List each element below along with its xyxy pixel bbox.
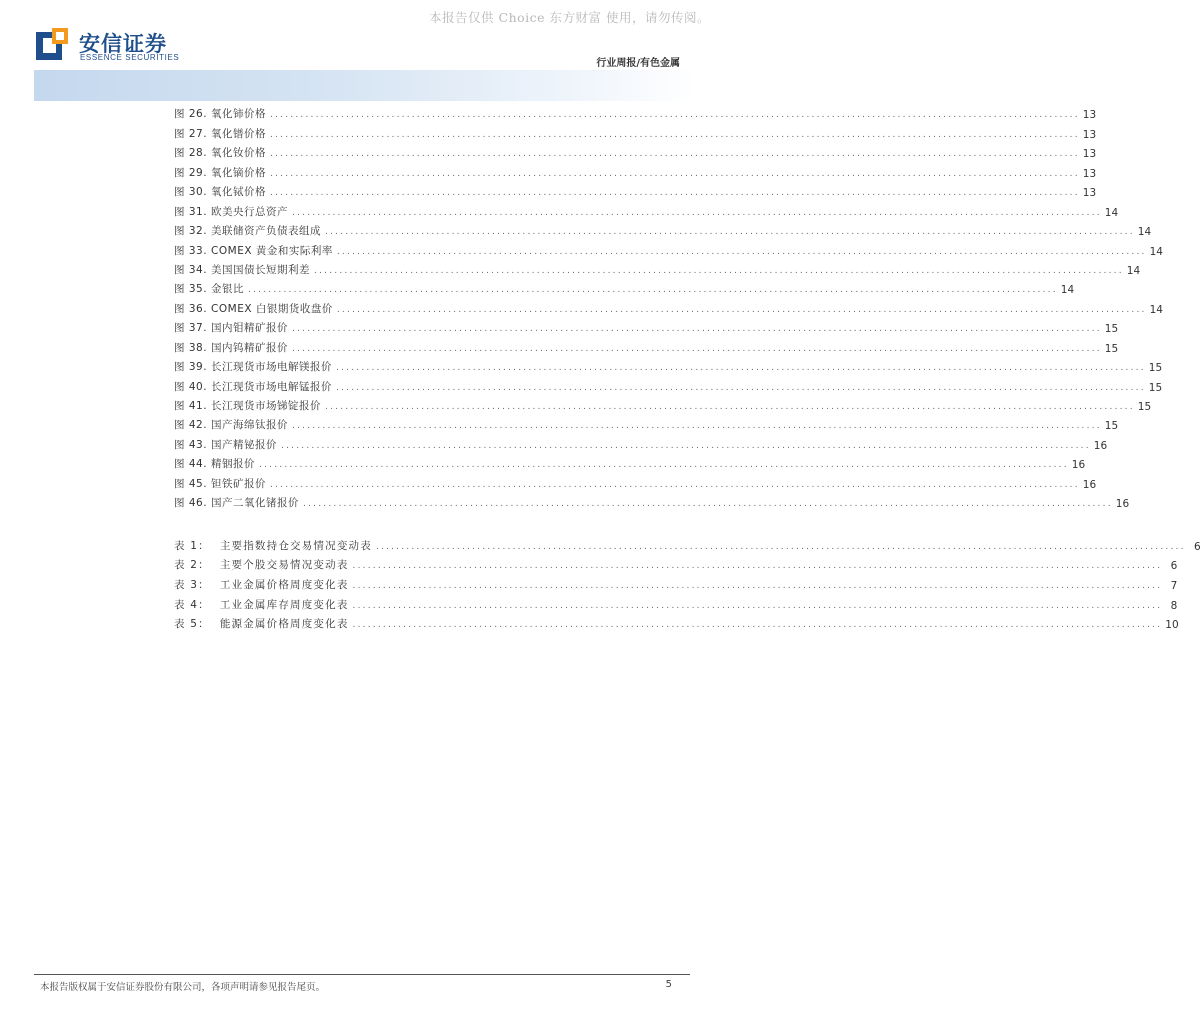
toc-entry[interactable] <box>174 355 1163 375</box>
toc-entry-title: 美联储资产负债表组成 <box>211 225 322 238</box>
toc-entry[interactable] <box>174 180 1097 200</box>
toc-entry-number: 图 26. <box>174 108 208 121</box>
toc-dot-leader: ................................................................................................................................................................ <box>336 382 1146 393</box>
toc-entry-page: 14 <box>1126 264 1141 277</box>
toc-entry[interactable] <box>174 277 1075 297</box>
toc-entry-page: 15 <box>1104 420 1119 433</box>
toc-entry[interactable] <box>174 471 1097 491</box>
toc-entry-label <box>174 577 349 592</box>
toc-entry-title: 国产海绵钛报价 <box>211 419 289 432</box>
toc-dot-leader: ................................................................................................................................................................ <box>270 129 1080 140</box>
logo-chinese-name: 安信证券 <box>79 32 167 56</box>
toc-entry-page: 6 <box>1170 560 1178 573</box>
toc-entry-page: 14 <box>1149 245 1163 258</box>
toc-entry-page: 6 <box>1193 540 1201 553</box>
toc-entry-page: 15 <box>1137 401 1152 413</box>
toc-entry[interactable] <box>174 335 1119 355</box>
toc-entry-page: 13 <box>1082 167 1097 180</box>
toc-dot-leader: ................................................................................................................................................................ <box>292 207 1102 218</box>
toc-entry-label <box>174 145 266 160</box>
toc-entry[interactable] <box>174 572 1178 592</box>
toc-entry[interactable] <box>174 121 1097 141</box>
footer-disclaimer: 本报告版权属于安信证券股份有限公司，各项声明请参见报告尾页。 <box>40 982 326 993</box>
toc-entry-title: 金银比 <box>211 283 245 296</box>
toc-entry-number: 图 31. <box>174 205 208 218</box>
toc-entry-label <box>174 320 288 335</box>
toc-entry[interactable] <box>174 533 1201 553</box>
toc-entry-title: 氧化镨价格 <box>211 127 267 140</box>
toc-entry-label <box>174 106 266 121</box>
toc-entry[interactable] <box>174 394 1152 413</box>
toc-entry-title: 长江现货市场锑锭报价 <box>211 400 322 412</box>
toc-entry-number: 图 44. <box>174 458 208 471</box>
toc-entry-label <box>174 184 266 199</box>
toc-entry-page: 13 <box>1082 148 1097 161</box>
company-logo <box>34 26 194 66</box>
toc-entry-number: 图 45. <box>174 477 208 490</box>
toc-entry-title: 国内钼精矿报价 <box>211 322 289 335</box>
toc-entry-number: 图 35. <box>174 283 208 296</box>
toc-entry-title: 国产精铋报价 <box>211 438 278 451</box>
toc-entry[interactable] <box>174 413 1119 433</box>
toc-entry-title: 工业金属价格周度变化表 <box>219 578 349 591</box>
toc-dot-leader: ................................................................................................................................................................ <box>352 580 1163 591</box>
toc-entry-label <box>174 243 333 258</box>
toc-entry[interactable] <box>174 592 1178 612</box>
toc-dot-leader: ................................................................................................................................................................ <box>270 149 1080 160</box>
toc-entry-title: 氧化铈价格 <box>211 108 267 121</box>
toc-dot-leader: ................................................................................................................................................................ <box>314 265 1124 276</box>
toc-entry-number: 表 3： <box>174 578 210 591</box>
toc-entry[interactable] <box>174 316 1119 336</box>
toc-dot-leader: ................................................................................................................................................................ <box>281 440 1091 451</box>
report-category: 行业周报/有色金属 <box>596 58 680 69</box>
toc-entry-label <box>174 597 349 612</box>
toc-entry[interactable] <box>174 219 1152 239</box>
toc-entry-number: 图 40. <box>174 380 208 393</box>
footer-divider <box>34 974 690 975</box>
toc-entry-title: 氧化钕价格 <box>211 147 267 160</box>
toc-entry[interactable] <box>174 553 1178 573</box>
toc-entry-number: 图 42. <box>174 419 208 432</box>
toc-entry-number: 图 46. <box>174 497 208 510</box>
toc-entry-title: 氧化镝价格 <box>211 166 267 179</box>
figure-list <box>174 102 1163 511</box>
toc-entry-page: 8 <box>1170 599 1178 612</box>
toc-entry-page: 10 <box>1165 619 1179 632</box>
toc-dot-leader: ................................................................................................................................................................ <box>336 363 1146 374</box>
toc-entry-label <box>174 281 244 296</box>
toc-entry-number: 图 29. <box>174 166 208 179</box>
toc-entry-page: 16 <box>1093 439 1108 452</box>
toc-entry-label <box>174 616 349 631</box>
toc-entry-number: 图 38. <box>174 341 208 354</box>
toc-dot-leader: ................................................................................................................................................................ <box>352 620 1163 631</box>
toc-entry-title: 工业金属库存周度变化表 <box>219 598 349 611</box>
toc-entry-page: 14 <box>1060 284 1075 297</box>
toc-dot-leader: ................................................................................................................................................................ <box>325 227 1135 238</box>
toc-dot-leader: ................................................................................................................................................................ <box>292 421 1102 432</box>
toc-dot-leader: ................................................................................................................................................................ <box>292 324 1102 335</box>
toc-entry-label <box>174 223 321 238</box>
toc-entry-label <box>174 126 266 141</box>
toc-entry-label <box>174 476 266 491</box>
toc-entry-page: 13 <box>1082 128 1097 141</box>
toc-entry-number: 图 32. <box>174 225 208 238</box>
toc-entry-title: COMEX 黄金和实际利率 <box>211 244 333 257</box>
toc-entry-number: 表 5： <box>174 618 210 631</box>
toc-entry-label <box>174 340 288 355</box>
toc-entry-number: 图 39. <box>174 361 208 374</box>
toc-entry-label <box>174 262 310 277</box>
toc-dot-leader: ................................................................................................................................................................ <box>248 285 1058 296</box>
toc-entry[interactable] <box>174 258 1141 277</box>
toc-entry-page: 14 <box>1104 206 1119 219</box>
page-number: 5 <box>665 979 672 990</box>
toc-entry-label <box>174 456 255 471</box>
toc-entry-page: 15 <box>1104 323 1119 336</box>
toc-entry[interactable] <box>174 452 1086 472</box>
toc-entry-page: 15 <box>1104 342 1119 355</box>
toc-entry[interactable] <box>174 102 1097 122</box>
toc-dot-leader: ................................................................................................................................................................ <box>375 541 1186 552</box>
toc-dot-leader: ................................................................................................................................................................ <box>270 168 1080 179</box>
toc-entry-page: 7 <box>1170 579 1178 592</box>
toc-dot-leader: ................................................................................................................................................................ <box>259 460 1069 471</box>
toc-entry-number: 图 30. <box>174 186 208 199</box>
toc-entry-label <box>174 379 332 394</box>
toc-entry-label <box>174 301 333 316</box>
toc-entry-title: 精铟报价 <box>211 458 256 471</box>
table-of-contents <box>174 102 1201 632</box>
toc-entry-label <box>174 495 299 510</box>
toc-entry[interactable] <box>174 141 1097 161</box>
toc-entry-page: 16 <box>1115 498 1130 511</box>
toc-dot-leader: ................................................................................................................................................................ <box>336 304 1147 315</box>
toc-entry-title: 长江现货市场电解镁报价 <box>211 361 333 374</box>
toc-entry-title: 能源金属价格周度变化表 <box>219 618 349 631</box>
toc-dot-leader: ................................................................................................................................................................ <box>270 479 1080 490</box>
toc-entry-number: 图 36. <box>174 302 208 315</box>
toc-entry-label <box>174 398 321 413</box>
toc-entry-label <box>174 437 277 452</box>
toc-entry[interactable] <box>174 432 1108 452</box>
toc-dot-leader: ................................................................................................................................................................ <box>352 600 1163 611</box>
toc-entry-page: 15 <box>1148 381 1163 394</box>
toc-dot-leader: ................................................................................................................................................................ <box>270 188 1080 199</box>
watermark-text: 本报告仅供 Choice 东方财富 使用，请勿传阅。 <box>429 10 710 25</box>
toc-entry[interactable] <box>174 296 1163 316</box>
toc-entry-page: 14 <box>1149 303 1163 316</box>
toc-entry-label <box>174 557 349 572</box>
toc-entry[interactable] <box>174 199 1119 219</box>
toc-entry-number: 图 27. <box>174 127 208 140</box>
toc-entry-number: 表 4： <box>174 598 210 611</box>
logo-english-name: ESSENCE SECURITIES <box>80 53 180 62</box>
toc-entry-page: 16 <box>1071 459 1086 472</box>
toc-entry-title: 钽铁矿报价 <box>211 477 267 490</box>
toc-entry-page: 13 <box>1082 109 1097 122</box>
toc-entry-number: 图 33. <box>174 244 208 257</box>
toc-entry[interactable] <box>174 612 1179 632</box>
toc-dot-leader: ................................................................................................................................................................ <box>270 110 1080 121</box>
toc-entry[interactable] <box>174 491 1130 511</box>
toc-entry-number: 表 1： <box>174 539 210 552</box>
toc-dot-leader: ................................................................................................................................................................ <box>303 499 1113 510</box>
toc-entry-title: 长江现货市场电解锰报价 <box>211 380 333 393</box>
toc-entry-number: 图 43. <box>174 438 208 451</box>
toc-entry-title: COMEX 白银期货收盘价 <box>211 302 333 315</box>
toc-dot-leader: ................................................................................................................................................................ <box>292 343 1102 354</box>
header-band <box>34 70 698 101</box>
toc-entry-number: 图 28. <box>174 147 208 160</box>
toc-entry-number: 图 34. <box>174 263 208 276</box>
toc-entry-title: 主要指数持仓交易情况变动表 <box>219 539 372 552</box>
toc-entry-number: 图 41. <box>174 400 208 412</box>
toc-entry-label <box>174 165 266 180</box>
toc-entry[interactable] <box>174 374 1163 394</box>
essence-logo-icon <box>34 26 72 64</box>
toc-entry-page: 13 <box>1082 187 1097 200</box>
toc-entry-label <box>174 359 332 374</box>
toc-entry-label <box>174 538 372 553</box>
toc-entry-label <box>174 204 288 219</box>
toc-entry-title: 主要个股交易情况变动表 <box>219 559 349 572</box>
toc-entry-title: 欧美央行总资产 <box>211 205 289 218</box>
toc-dot-leader: ................................................................................................................................................................ <box>336 246 1147 257</box>
toc-entry-number: 表 2： <box>174 559 210 572</box>
toc-dot-leader: ................................................................................................................................................................ <box>325 402 1135 412</box>
toc-entry[interactable] <box>174 160 1097 180</box>
toc-entry-title: 国内钨精矿报价 <box>211 341 289 354</box>
toc-entry-title: 美国国债长短期利差 <box>211 263 311 276</box>
toc-entry-label <box>174 417 288 432</box>
toc-entry-number: 图 37. <box>174 322 208 335</box>
toc-entry-page: 14 <box>1137 226 1152 239</box>
toc-entry[interactable] <box>174 238 1163 258</box>
toc-entry-title: 氧化铽价格 <box>211 186 267 199</box>
toc-entry-page: 15 <box>1148 362 1163 375</box>
table-list <box>174 533 1201 632</box>
toc-dot-leader: ................................................................................................................................................................ <box>352 561 1163 572</box>
toc-entry-page: 16 <box>1082 478 1097 491</box>
toc-entry-title: 国产二氧化锗报价 <box>211 497 300 510</box>
